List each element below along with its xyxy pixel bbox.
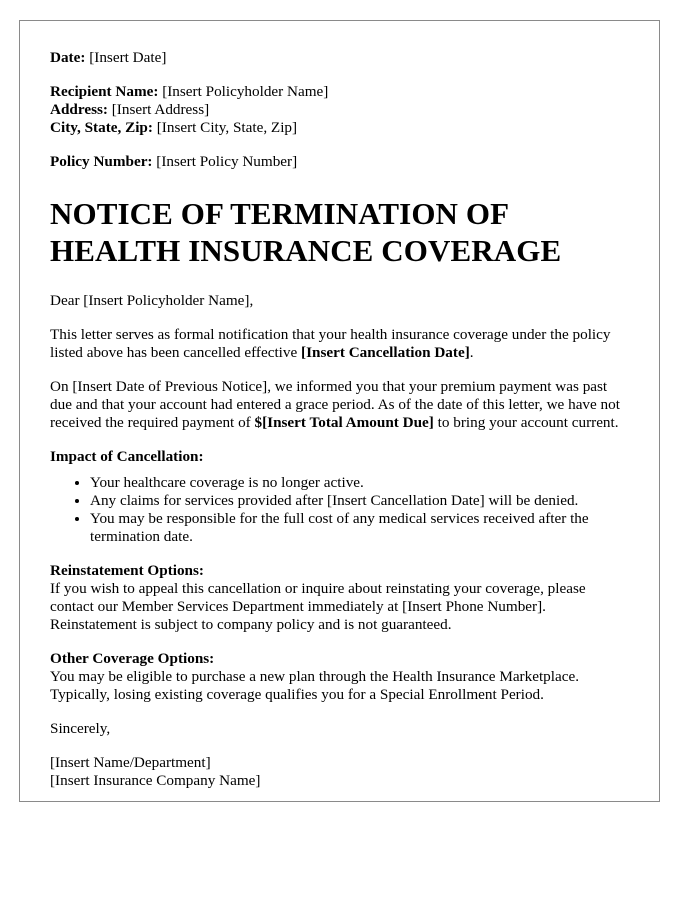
paragraph-cancellation <box>50 326 630 362</box>
title-line-2: HEALTH INSURANCE COVERAGE <box>50 233 562 268</box>
paragraph-cancellation-end: . <box>469 344 474 361</box>
other-coverage-text: You may be eligible to purchase a new plan through the Health Insurance Marketplace. Typically, losing existing coverage qualifies you for a Special Enrollment Period. <box>50 668 580 703</box>
cancellation-date-placeholder: [Insert Cancellation Date] <box>301 344 470 361</box>
salutation: Dear [Insert Policyholder Name], <box>50 292 254 309</box>
address-value: [Insert Address] <box>111 101 210 118</box>
paragraph-previous-notice-end: to bring your account current. <box>433 414 619 431</box>
letter-title <box>50 195 630 269</box>
city-line <box>50 119 630 137</box>
paragraph-cancellation-text: This letter serves as formal notification that your health insurance coverage under the policy listed above has been cancelled effective <box>50 326 611 361</box>
city-value: [Insert City, State, Zip] <box>156 119 298 136</box>
amount-due-placeholder: $[Insert Total Amount Due] <box>254 414 434 431</box>
letter-page <box>19 20 660 802</box>
reinstatement-text: If you wish to appeal this cancellation or inquire about reinstating your coverage, please contact our Member Services Department immediately at [Insert Phone Number]. Reinstatement is subject to company policy and is not guaranteed. <box>50 580 586 633</box>
address-line <box>50 101 630 119</box>
list-item: • You may be responsible for the full cost of any medical services received after the termination date. <box>90 510 630 546</box>
reinstatement-heading: Reinstatement Options: <box>50 562 204 579</box>
signature-name: [Insert Name/Department] <box>50 754 211 771</box>
impact-heading: Impact of Cancellation: <box>50 448 204 465</box>
policy-value: [Insert Policy Number] <box>156 153 298 170</box>
signature-company: [Insert Insurance Company Name] <box>50 772 261 789</box>
date-value: [Insert Date] <box>89 49 167 66</box>
impact-list <box>50 474 630 546</box>
date-label: Date: <box>50 49 86 66</box>
policy-line <box>50 153 630 171</box>
list-item: • Any claims for services provided after [Insert Cancellation Date] will be denied. <box>90 492 630 510</box>
paragraph-previous-notice <box>50 378 630 432</box>
list-item: • Your healthcare coverage is no longer active. <box>90 474 630 492</box>
recipient-label: Recipient Name: <box>50 83 159 100</box>
closing: Sincerely, <box>50 720 111 737</box>
city-label: City, State, Zip: <box>50 119 153 136</box>
letter-body <box>50 49 630 790</box>
other-coverage-heading: Other Coverage Options: <box>50 650 215 667</box>
title-line-1: NOTICE OF TERMINATION OF <box>50 196 510 231</box>
recipient-line <box>50 83 630 101</box>
address-label: Address: <box>50 101 108 118</box>
policy-label: Policy Number: <box>50 153 153 170</box>
date-line <box>50 49 630 67</box>
paragraph-previous-notice-text: On [Insert Date of Previous Notice], we informed you that your premium payment was past due and that your account had entered a grace period. As of the date of this letter, we have not received the required payment of <box>50 378 620 431</box>
recipient-value: [Insert Policyholder Name] <box>162 83 329 100</box>
